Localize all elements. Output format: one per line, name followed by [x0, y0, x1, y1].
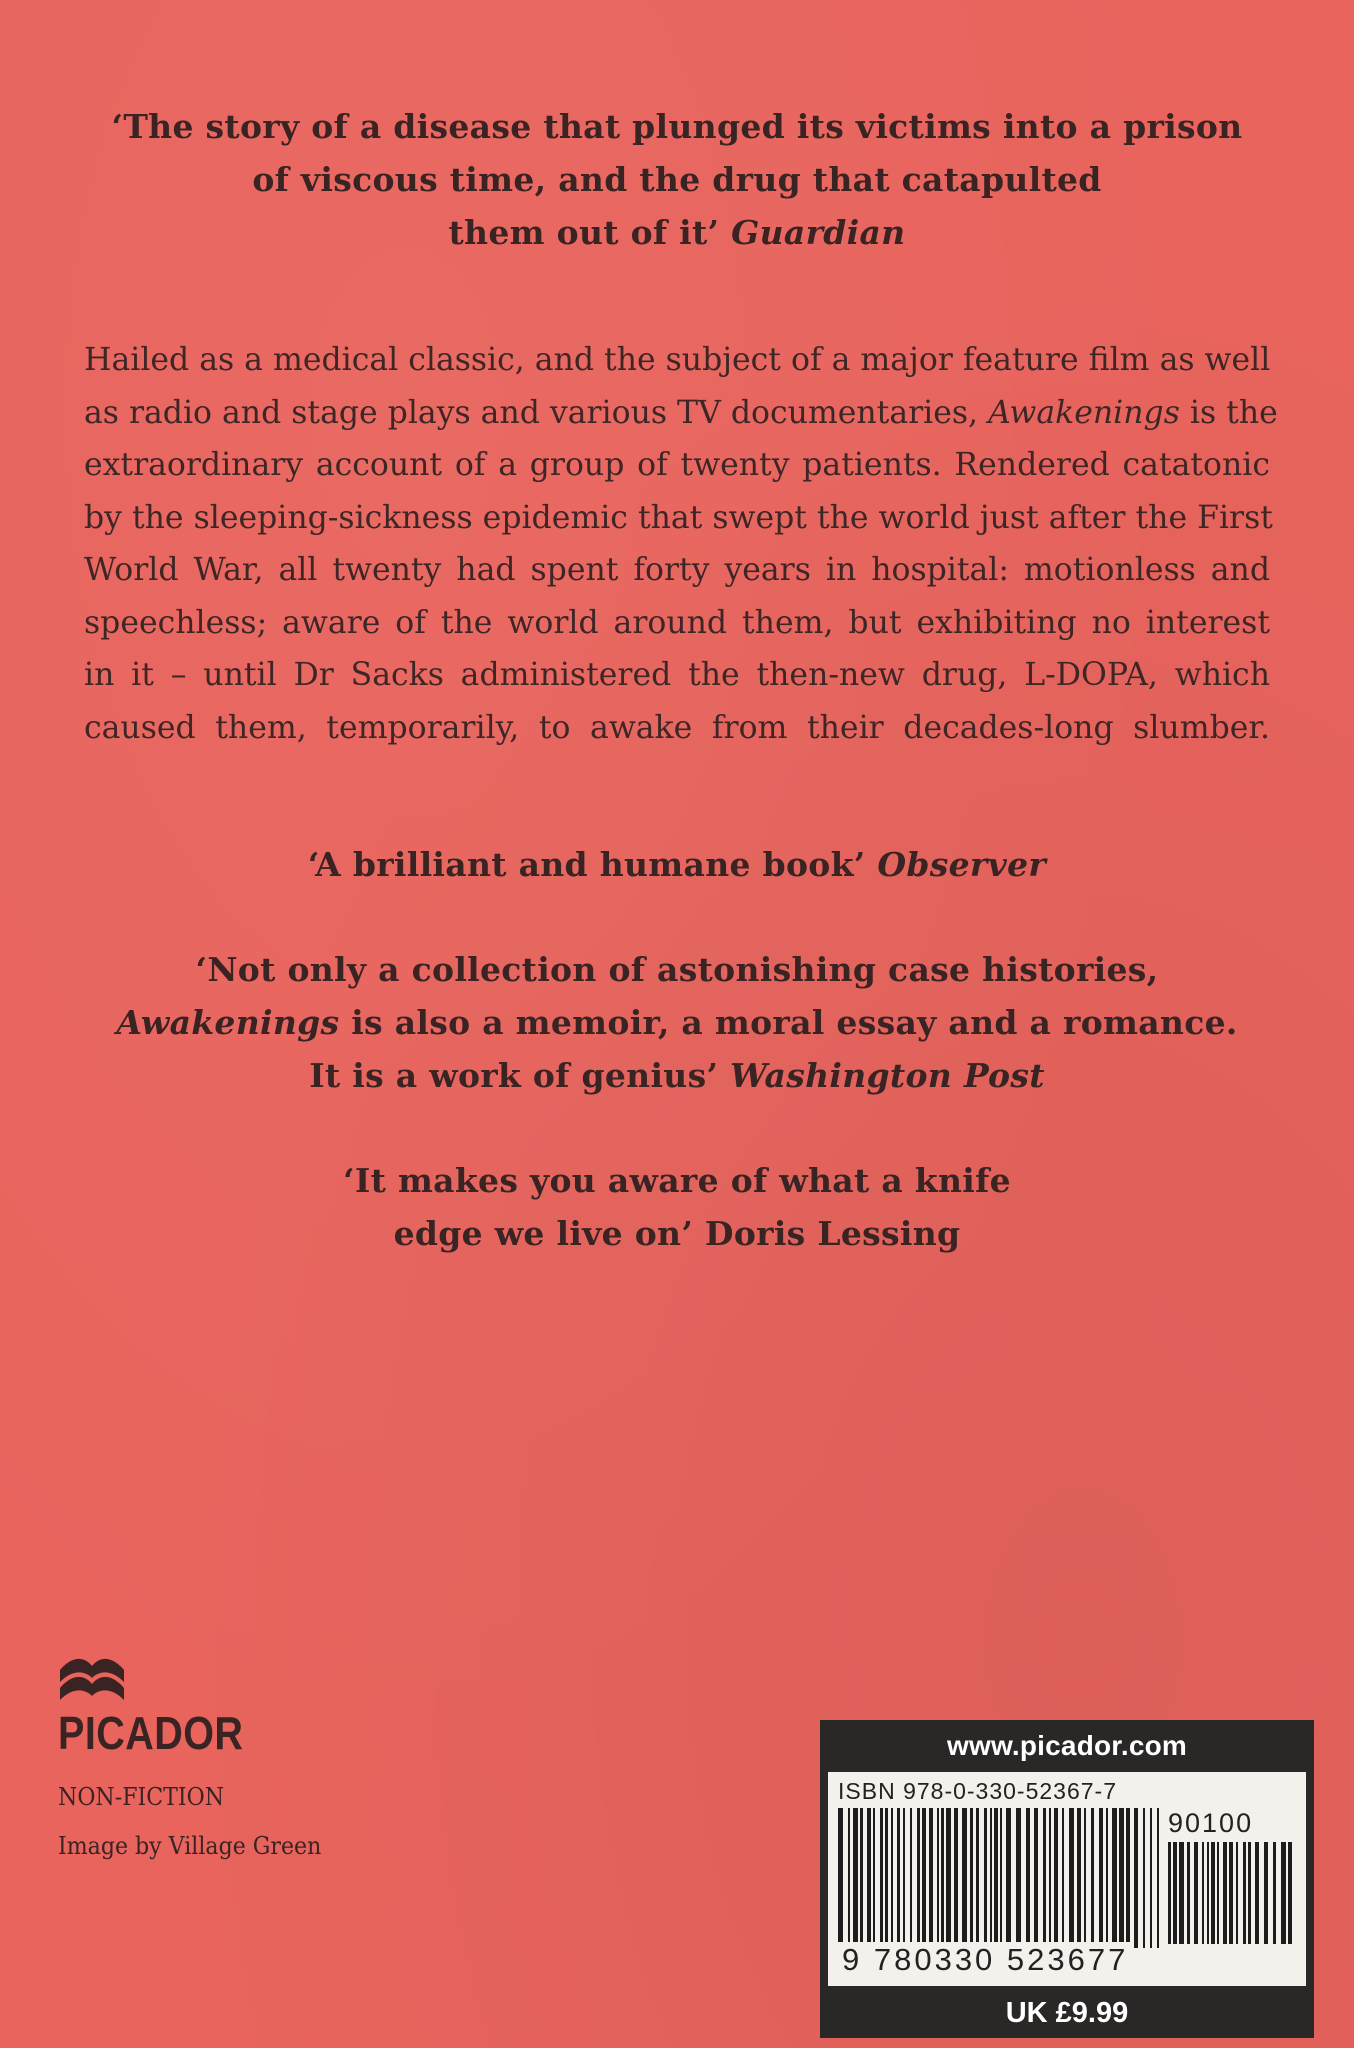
barcode-bar [867, 1808, 871, 1948]
quote-line [80, 206, 1274, 259]
picador-logo-icon [58, 1648, 126, 1704]
barcode-bar [891, 1808, 893, 1948]
description-line: by the sleeping-sickness epidemic that swept the world just after the First [84, 499, 1273, 536]
observer-quote [80, 838, 1274, 891]
price-code: 90100 [1168, 1808, 1254, 1838]
barcode-bar [1173, 1842, 1177, 1944]
quote-text: them out of it’ [448, 213, 720, 252]
barcode-bar [903, 1808, 905, 1948]
barcode-bar [946, 1808, 951, 1948]
barcode-bar [1243, 1842, 1246, 1944]
barcode-bar [1000, 1808, 1002, 1948]
quote-text: is also a memoir, a moral essay and a romance. [339, 1003, 1238, 1042]
barcode-bar [1273, 1842, 1276, 1944]
barcode-bar [1054, 1808, 1058, 1948]
barcode-bar [1069, 1808, 1074, 1948]
barcode-bar [1211, 1842, 1215, 1944]
supplement-barcode-icon [1168, 1842, 1296, 1944]
barcode-bar [1106, 1808, 1108, 1948]
barcode-bar [962, 1808, 967, 1948]
description-text: as radio and stage plays and various TV documentaries, [84, 394, 979, 431]
barcode-bar [1207, 1842, 1209, 1944]
book-description [84, 334, 1278, 754]
publisher-url: www.picador.com [946, 1730, 1187, 1761]
book-title: Awakenings [116, 1003, 340, 1042]
barcode-bar [1187, 1842, 1190, 1944]
quote-source: Washington Post [730, 1056, 1045, 1095]
barcode-bar [1126, 1808, 1130, 1948]
barcode-bar [1217, 1842, 1219, 1944]
description-line: in it – until Dr Sacks administered the then-new drug, L-DOPA, which [84, 657, 1270, 693]
barcode-bar [922, 1808, 926, 1948]
barcode-bar [1236, 1842, 1238, 1944]
category-label: NON-FICTION [58, 1783, 225, 1811]
quote-line: ‘It makes you aware of what a knife [343, 1161, 1011, 1200]
image-credit: Image by Village Green [58, 1832, 322, 1860]
barcode-bar [848, 1808, 850, 1948]
barcode-bar [984, 1808, 987, 1948]
barcode-bar [917, 1808, 920, 1948]
doris-lessing-quote [80, 1154, 1274, 1260]
barcode-bar [937, 1808, 939, 1948]
quote-line: ‘The story of a disease that plunged its victims into a prison [111, 107, 1243, 146]
barcode-bar [1006, 1808, 1011, 1948]
picador-mark-icon [58, 1648, 126, 1704]
barcode-bar [976, 1808, 979, 1948]
barcode-bar [990, 1808, 992, 1948]
quote-source: Guardian [731, 213, 906, 252]
barcode-bar [1143, 1808, 1145, 1948]
barcode-bar [897, 1808, 900, 1948]
barcode-bar [1281, 1842, 1286, 1944]
quote-text: It is a work of genius’ [309, 1056, 719, 1095]
description-line [84, 387, 1278, 440]
ean-barcode-icon [838, 1808, 1168, 1948]
barcode-bar [1223, 1842, 1227, 1944]
barcode-bar [1034, 1808, 1038, 1948]
barcode-bar [1288, 1842, 1292, 1944]
barcode-bar [1043, 1808, 1046, 1948]
quote-source: Doris Lessing [704, 1214, 961, 1253]
washington-post-quote [80, 943, 1274, 1102]
quote-line: ‘Not only a collection of astonishing case histories, [195, 950, 1159, 989]
barcode-bar [1255, 1842, 1259, 1944]
quote-source: Observer [877, 845, 1047, 884]
barcode-bar [1264, 1842, 1268, 1944]
barcode-bar [1119, 1808, 1124, 1948]
ean-number: 9 780330 523677 [838, 1942, 1132, 1978]
publisher-logo-text: PICADOR [58, 1707, 244, 1759]
barcode-bar [1016, 1808, 1021, 1948]
description-line: extraordinary account of a group of twenty patients. Rendered catatonic [84, 447, 1270, 483]
barcode-bar [1062, 1808, 1064, 1948]
barcode-bar [1134, 1808, 1138, 1948]
barcode-bar [873, 1808, 875, 1948]
quote-line [80, 1049, 1274, 1102]
barcode-bar [1026, 1808, 1030, 1948]
description-text: is the [1189, 394, 1278, 431]
description-line: Hailed as a medical classic, and the subject of a major feature film as well [84, 342, 1271, 378]
quote-line [80, 1207, 1274, 1260]
barcode-bar [954, 1808, 958, 1948]
guardian-quote [80, 100, 1274, 259]
price-label: UK £9.99 [1005, 1997, 1129, 2029]
barcode-bar [1202, 1842, 1204, 1944]
barcode-bar [1112, 1808, 1117, 1948]
barcode-bar [910, 1808, 912, 1948]
quote-line: of viscous time, and the drug that catapulted [252, 160, 1102, 199]
barcode-bar [1150, 1808, 1152, 1948]
quote-text: edge we live on’ [393, 1214, 694, 1253]
quote-text: ‘A brilliant and humane book’ [307, 845, 866, 884]
barcode-bar [838, 1808, 843, 1948]
quote-line [80, 838, 1274, 891]
barcode-bar [994, 1808, 998, 1948]
description-line: speechless; aware of the world around them, but exhibiting no interest [84, 604, 1270, 641]
description-line: caused them, temporarily, to awake from their decades-long slumber. [84, 709, 1270, 746]
barcode-bar [1091, 1808, 1094, 1948]
barcode-bar [941, 1808, 944, 1948]
barcode-bar [929, 1808, 933, 1948]
barcode-bar [880, 1808, 883, 1948]
barcode-bar [1049, 1808, 1051, 1948]
barcode-bar [1168, 1842, 1171, 1944]
barcode-bar [1194, 1842, 1198, 1944]
barcode-bar [860, 1808, 863, 1948]
barcode-bar [1077, 1808, 1081, 1948]
book-title: Awakenings [988, 394, 1180, 431]
barcode-bar [1099, 1808, 1103, 1948]
barcode-bar [1248, 1842, 1251, 1944]
barcode-bar [885, 1808, 888, 1948]
barcode-bar [1084, 1808, 1086, 1948]
barcode-bar [853, 1808, 858, 1948]
barcode-bar [1179, 1842, 1184, 1944]
quote-line [80, 996, 1274, 1049]
barcode-bar [1229, 1842, 1233, 1944]
barcode-bar [970, 1808, 973, 1948]
barcode-bar [1157, 1808, 1159, 1948]
description-line: World War, all twenty had spent forty years in hospital: motionless and [84, 552, 1270, 588]
isbn-text: ISBN 978-0-330-52367-7 [838, 1778, 1117, 1804]
